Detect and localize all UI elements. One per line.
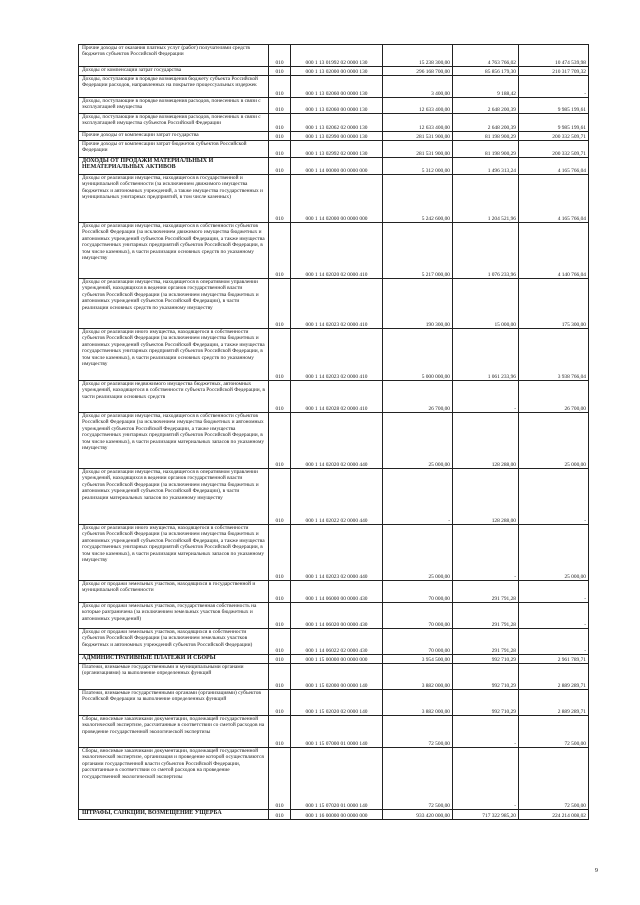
row-budget-code: 000 1 14 06020 00 0000 430: [291, 603, 383, 629]
row-executed-value: 1 061 233,96: [453, 329, 519, 381]
row-unexecuted-value: 2 889 289,71: [519, 690, 589, 716]
row-approved-value: 3 954 500,00: [383, 655, 453, 664]
row-unexecuted-value: 3 938 766,04: [519, 329, 589, 381]
table-row: [79, 690, 589, 716]
row-name: Доходы от реализации иного имущества, находящегося в собственности субъектов Российской Федерации (за исключением имущества бюджетных и автономных учреждений субъектов Российской Федерации, а также имущества государственных унитарных предприятий субъектов Российской Федерации, в том числе казенных), в части реализации материальных запасов по указанному имуществу: [79, 525, 269, 581]
row-budget-code: 000 1 14 02023 02 0000 410: [291, 279, 383, 329]
row-name: Доходы от реализации недвижимого имущества бюджетных, автономных учреждений, находящегося в собственности субъекта Российской Федерации, в части реализации основных средств: [79, 381, 269, 413]
row-unexecuted-value: 200 332 509,71: [519, 132, 589, 141]
table-row: [79, 175, 589, 223]
table-row: [79, 655, 589, 664]
report-page: [78, 44, 588, 820]
row-approved-value: 190 300,00: [383, 279, 453, 329]
table-row: [79, 223, 589, 279]
row-line-code: 010: [269, 413, 291, 469]
row-line-code: 010: [269, 67, 291, 76]
row-line-code: 010: [269, 45, 291, 67]
row-approved-value: 12 633 400,00: [383, 98, 453, 114]
row-approved-value: 3 882 000,00: [383, 690, 453, 716]
row-executed-value: -: [453, 748, 519, 810]
row-budget-code: 000 1 14 06022 02 0000 430: [291, 629, 383, 655]
row-name: Сборы, вносимые заказчиками документации, подлежащей государственной экологической экспертизе, организация и проведение которой осуществляются органами государственной власти субъектов Российской Федерации, рассчитанные в соответствии со сметой расходов на проведение государственной экологической экспертизы: [79, 748, 269, 810]
row-unexecuted-value: 26 700,00: [519, 381, 589, 413]
row-executed-value: 1 204 521,96: [453, 175, 519, 223]
row-unexecuted-value: 9 985 199,61: [519, 98, 589, 114]
row-executed-value: 291 791,28: [453, 581, 519, 603]
row-budget-code: 000 1 15 07020 01 0000 140: [291, 748, 383, 810]
row-budget-code: 000 1 13 02992 02 0000 130: [291, 141, 383, 158]
row-budget-code: 000 1 13 02060 00 0000 130: [291, 76, 383, 98]
row-unexecuted-value: 4 165 766,04: [519, 175, 589, 223]
row-unexecuted-value: 4 140 766,04: [519, 223, 589, 279]
table-row: [79, 603, 589, 629]
row-executed-value: -: [453, 525, 519, 581]
table-row: [79, 629, 589, 655]
row-approved-value: 72 500,00: [383, 716, 453, 748]
row-line-code: 010: [269, 381, 291, 413]
table-row: [79, 716, 589, 748]
row-approved-value: 26 700,00: [383, 381, 453, 413]
row-line-code: 010: [269, 98, 291, 114]
row-unexecuted-value: 10 474 539,98: [519, 45, 589, 67]
table-row: [79, 114, 589, 132]
row-budget-code: 000 1 15 02020 02 0000 140: [291, 690, 383, 716]
row-line-code: 010: [269, 114, 291, 132]
row-name: ШТРАФЫ, САНКЦИИ, ВОЗМЕЩЕНИЕ УЩЕРБА: [79, 810, 269, 820]
row-executed-value: 85 856 179,30: [453, 67, 519, 76]
row-executed-value: 128 288,00: [453, 413, 519, 469]
row-name: Доходы от реализации имущества, находящегося в собственности субъектов Российской Федерации (за исключением имущества бюджетных и автономных учреждений субъектов Российской Федерации, а также имущества государственных унитарных предприятий субъектов Российской Федерации, в том числе казенных), в части реализации материальных запасов по указанному имуществу: [79, 413, 269, 469]
row-approved-value: 15 238 300,00: [383, 45, 453, 67]
row-line-code: 010: [269, 581, 291, 603]
row-executed-value: 2 648 200,39: [453, 114, 519, 132]
page-number: 9: [594, 867, 598, 874]
row-line-code: 010: [269, 76, 291, 98]
row-budget-code: 000 1 14 02020 02 0000 440: [291, 413, 383, 469]
row-executed-value: 291 791,28: [453, 629, 519, 655]
row-approved-value: 296 168 700,00: [383, 67, 453, 76]
row-name: Доходы от реализации имущества, находящегося в оперативном управлении учреждений, находящихся в ведении органов государственной власти субъектов Российской Федерации (за исключением имущества бюджетных и автономных учреждений субъектов Российской Федерации), в части реализации основных средств по указанному имуществу: [79, 279, 269, 329]
row-approved-value: 70 000,00: [383, 603, 453, 629]
row-name: Доходы, поступающие в порядке возмещения расходов, понесенных в связи с эксплуатацией имущества субъектов Российской Федерации: [79, 114, 269, 132]
row-unexecuted-value: 25 000,00: [519, 413, 589, 469]
row-budget-code: 000 1 13 02990 00 0000 130: [291, 132, 383, 141]
row-name: Доходы от продажи земельных участков, находящихся в собственности субъектов Российской Федерации (за исключением земельных участков бюджетных и автономных учреждений субъектов Российской Федерации): [79, 629, 269, 655]
row-executed-value: -: [453, 381, 519, 413]
table-row: [79, 329, 589, 381]
row-unexecuted-value: 175 300,00: [519, 279, 589, 329]
row-approved-value: 72 500,00: [383, 748, 453, 810]
row-line-code: 010: [269, 716, 291, 748]
row-unexecuted-value: 72 500,00: [519, 716, 589, 748]
table-row: [79, 132, 589, 141]
table-row: [79, 141, 589, 158]
row-budget-code: 000 1 16 00000 00 0000 000: [291, 810, 383, 820]
table-row: [79, 76, 589, 98]
table-row: [79, 581, 589, 603]
row-name: Доходы, поступающие в порядке возмещения бюджету субъекта Российской Федерации расходов, направленных на покрытие процессуальных издержек: [79, 76, 269, 98]
row-approved-value: 3 882 000,00: [383, 664, 453, 690]
row-unexecuted-value: 2 961 789,71: [519, 655, 589, 664]
table-row: [79, 469, 589, 525]
row-budget-code: 000 1 14 06000 00 0000 430: [291, 581, 383, 603]
table-row: [79, 664, 589, 690]
row-budget-code: 000 1 13 02062 02 0000 130: [291, 114, 383, 132]
row-executed-value: 1 496 313,24: [453, 158, 519, 175]
row-name: Доходы от продажи земельных участков, находящихся в государственной и муниципальной собственности: [79, 581, 269, 603]
row-line-code: 010: [269, 629, 291, 655]
row-name: Доходы, поступающие в порядке возмещения расходов, понесенных в связи с эксплуатацией имущества: [79, 98, 269, 114]
row-budget-code: 000 1 14 02023 02 0000 410: [291, 329, 383, 381]
row-unexecuted-value: 4 165 766,04: [519, 158, 589, 175]
row-approved-value: 5 312 000,00: [383, 158, 453, 175]
row-unexecuted-value: -: [519, 581, 589, 603]
row-executed-value: 15 000,00: [453, 279, 519, 329]
row-executed-value: 81 198 900,29: [453, 141, 519, 158]
row-budget-code: 000 1 15 00000 00 0000 000: [291, 655, 383, 664]
row-name: Прочие доходы от компенсации затрат бюджетов субъектов Российской Федерации: [79, 141, 269, 158]
table-row: [79, 158, 589, 175]
row-name: Сборы, вносимые заказчиками документации, подлежащей государственной экологической экспертизе, рассчитанные в соответствии со сметой расходов на проведение государственной экологической экспертизы: [79, 716, 269, 748]
row-executed-value: 128 288,00: [453, 469, 519, 525]
row-approved-value: 281 531 900,00: [383, 132, 453, 141]
row-name: Платежи, взимаемые государственными органами (организациями) субъектов Российской Федерации за выполнение определенных функций: [79, 690, 269, 716]
row-line-code: 010: [269, 223, 291, 279]
table-row: [79, 525, 589, 581]
row-line-code: 010: [269, 525, 291, 581]
row-budget-code: 000 1 14 00000 00 0000 000: [291, 158, 383, 175]
row-approved-value: 5 242 600,00: [383, 175, 453, 223]
row-budget-code: 000 1 13 02000 00 0000 130: [291, 67, 383, 76]
row-name: Доходы от реализации иного имущества, находящегося в собственности субъектов Российской Федерации (за исключением имущества бюджетных и автономных учреждений субъектов Российской Федерации, а также имущества государственных унитарных предприятий субъектов Российской Федерации, в том числе казенных), в части реализации основных средств по указанному имуществу: [79, 329, 269, 381]
row-line-code: 010: [269, 655, 291, 664]
table-row: [79, 279, 589, 329]
row-line-code: 010: [269, 469, 291, 525]
table-row: [79, 413, 589, 469]
row-budget-code: 000 1 15 07000 01 0000 140: [291, 716, 383, 748]
row-budget-code: 000 1 14 02022 02 0000 440: [291, 469, 383, 525]
row-name: Доходы от реализации имущества, находящегося в оперативном управлении учреждений, находящихся в ведении органов государственной власти субъектов Российской Федерации (за исключением имущества бюджетных и автономных учреждений субъектов Российской Федерации), в части реализации материальных запасов по указанному имуществу: [79, 469, 269, 525]
row-approved-value: 281 531 900,00: [383, 141, 453, 158]
row-budget-code: 000 1 15 02000 00 0000 140: [291, 664, 383, 690]
row-name: Доходы от компенсации затрат государства: [79, 67, 269, 76]
row-line-code: 010: [269, 279, 291, 329]
row-name: АДМИНИСТРАТИВНЫЕ ПЛАТЕЖИ И СБОРЫ: [79, 655, 269, 664]
row-unexecuted-value: -: [519, 76, 589, 98]
row-line-code: 010: [269, 329, 291, 381]
row-executed-value: 717 322 985,20: [453, 810, 519, 820]
row-name: Доходы от реализации имущества, находящегося в государственной и муниципальной собственности (за исключением движимого имущества бюджетных и автономных учреждений, а также имущества государственных и муниципальных унитарных предприятий, в том числе казенных): [79, 175, 269, 223]
row-unexecuted-value: 200 332 509,71: [519, 141, 589, 158]
row-approved-value: 70 000,00: [383, 581, 453, 603]
row-line-code: 010: [269, 748, 291, 810]
row-unexecuted-value: 2 889 289,71: [519, 664, 589, 690]
table-row: [79, 98, 589, 114]
row-line-code: 010: [269, 810, 291, 820]
row-name: Прочие доходы от компенсации затрат государства: [79, 132, 269, 141]
row-budget-code: 000 1 14 02000 00 0000 000: [291, 175, 383, 223]
row-name: Платежи, взимаемые государственными и муниципальными органами (организациями) за выполнение определенных функций: [79, 664, 269, 690]
row-approved-value: 933 420 000,00: [383, 810, 453, 820]
row-name: Прочие доходы от оказания платных услуг (работ) получателями средств бюджетов субъектов Российской Федерации: [79, 45, 269, 67]
row-executed-value: 2 648 200,39: [453, 98, 519, 114]
row-name: Доходы от реализации имущества, находящегося в собственности субъектов Российской Федерации (за исключением движимого имущества бюджетных и автономных учреждений субъектов Российской Федерации, а также имущества государственных унитарных предприятий субъектов Российской Федерации, в том числе казенных), в части реализации основных средств по указанному имуществу: [79, 223, 269, 279]
row-name: ДОХОДЫ ОТ ПРОДАЖИ МАТЕРИАЛЬНЫХ И НЕМАТЕРИАЛЬНЫХ АКТИВОВ: [79, 158, 269, 175]
row-line-code: 010: [269, 175, 291, 223]
row-budget-code: 000 1 14 02020 02 0000 410: [291, 223, 383, 279]
row-approved-value: 12 633 400,00: [383, 114, 453, 132]
row-unexecuted-value: 72 500,00: [519, 748, 589, 810]
revenue-table: [78, 44, 589, 820]
row-name: Доходы от продажи земельных участков, государственная собственность на которые разграничена (за исключением земельных участков бюджетных и автономных учреждений): [79, 603, 269, 629]
row-executed-value: 9 188,42: [453, 76, 519, 98]
row-approved-value: -: [383, 469, 453, 525]
row-line-code: 010: [269, 132, 291, 141]
row-unexecuted-value: 224 214 008,02: [519, 810, 589, 820]
row-unexecuted-value: -: [519, 603, 589, 629]
row-executed-value: 291 791,28: [453, 603, 519, 629]
row-approved-value: 3 400,00: [383, 76, 453, 98]
table-row: [79, 45, 589, 67]
row-line-code: 010: [269, 690, 291, 716]
row-executed-value: 992 710,29: [453, 690, 519, 716]
row-approved-value: 5 217 000,00: [383, 223, 453, 279]
row-line-code: 010: [269, 603, 291, 629]
row-line-code: 010: [269, 141, 291, 158]
row-unexecuted-value: -: [519, 469, 589, 525]
row-approved-value: 25 000,00: [383, 525, 453, 581]
row-executed-value: 1 076 233,96: [453, 223, 519, 279]
table-row: [79, 810, 589, 820]
row-executed-value: 81 198 900,29: [453, 132, 519, 141]
table-row: [79, 748, 589, 810]
row-unexecuted-value: 9 985 199,61: [519, 114, 589, 132]
row-budget-code: 000 1 14 02023 02 0000 440: [291, 525, 383, 581]
row-line-code: 010: [269, 158, 291, 175]
row-unexecuted-value: 210 317 709,32: [519, 67, 589, 76]
row-unexecuted-value: -: [519, 629, 589, 655]
row-executed-value: 992 710,29: [453, 655, 519, 664]
table-row: [79, 67, 589, 76]
table-row: [79, 381, 589, 413]
row-unexecuted-value: 25 000,00: [519, 525, 589, 581]
row-budget-code: 000 1 13 02060 00 0000 130: [291, 98, 383, 114]
row-approved-value: 5 000 000,00: [383, 329, 453, 381]
row-executed-value: 4 763 766,02: [453, 45, 519, 67]
row-executed-value: -: [453, 716, 519, 748]
row-executed-value: 992 710,29: [453, 664, 519, 690]
row-approved-value: 70 000,00: [383, 629, 453, 655]
row-budget-code: 000 1 13 01992 02 0000 130: [291, 45, 383, 67]
row-approved-value: 25 000,00: [383, 413, 453, 469]
row-budget-code: 000 1 14 02028 02 0000 410: [291, 381, 383, 413]
row-line-code: 010: [269, 664, 291, 690]
